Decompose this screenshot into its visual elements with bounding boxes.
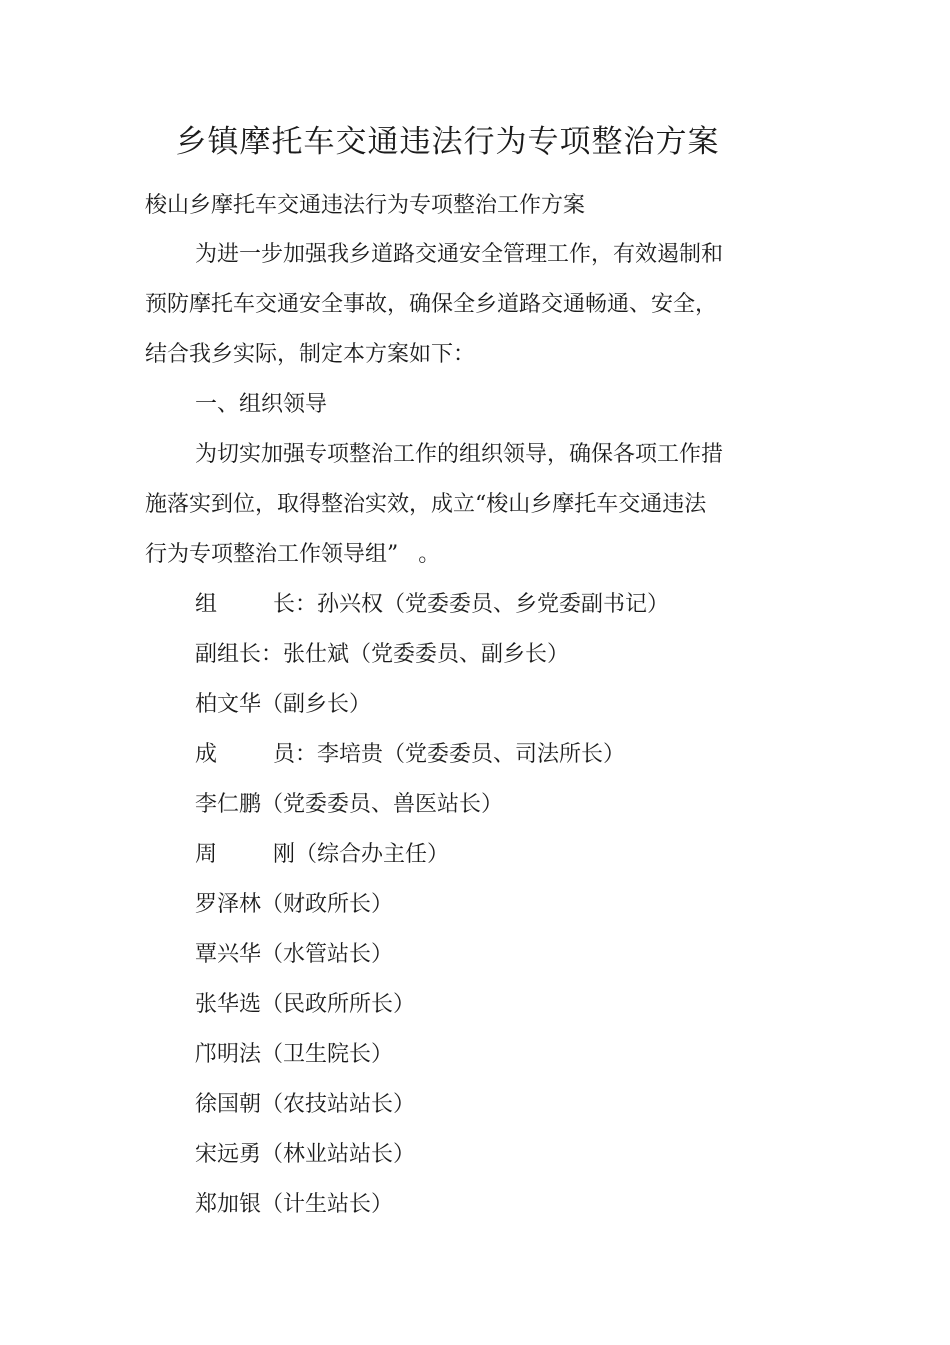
leader-label-a: 组 bbox=[195, 592, 218, 617]
member-line: 罗泽林（财政所长） bbox=[195, 892, 394, 917]
intro-line: 预防摩托车交通安全事故，确保全乡道路交通畅通、安全， bbox=[145, 292, 718, 317]
member-line: 邝明法（卫生院长） bbox=[195, 1042, 394, 1067]
members-head-line bbox=[195, 740, 625, 770]
section-text-line-main: 行为专项整治工作领导组” bbox=[145, 542, 399, 567]
section-text-line: 为切实加强专项整治工作的组织领导，确保各项工作措 bbox=[195, 442, 724, 467]
members-label-a: 成 bbox=[195, 742, 218, 767]
section-text-line: 施落实到位，取得整治实效，成立“梭山乡摩托车交通违法 bbox=[145, 492, 707, 517]
member-line: 覃兴华（水管站长） bbox=[195, 942, 394, 967]
document-title: 乡镇摩托车交通违法行为专项整治方案 bbox=[175, 124, 720, 160]
member-line: 徐国朝（农技站站长） bbox=[195, 1092, 416, 1117]
member-line: 郑加银（计生站长） bbox=[195, 1192, 394, 1217]
member-line: 张华选（民政所所长） bbox=[195, 992, 416, 1017]
member-name-a: 周 bbox=[195, 842, 218, 867]
leader-line bbox=[195, 590, 669, 620]
intro-line: 结合我乡实际，制定本方案如下： bbox=[145, 342, 476, 367]
member-line: 李仁鹏（党委委员、兽医站长） bbox=[195, 792, 504, 817]
deputy-leader-line: 柏文华（副乡长） bbox=[195, 692, 372, 717]
member-name-b: 刚（综合办主任） bbox=[273, 842, 450, 867]
section-heading: 一、组织领导 bbox=[195, 392, 328, 417]
member-line bbox=[195, 840, 449, 870]
leader-label-b: 长：孙兴权（党委委员、乡党委副书记） bbox=[273, 592, 670, 617]
section-text-line bbox=[145, 540, 440, 570]
intro-line: 为进一步加强我乡道路交通安全管理工作，有效遏制和 bbox=[195, 242, 724, 267]
section-text-tail: 。 bbox=[418, 542, 441, 567]
document-subtitle: 梭山乡摩托车交通违法行为专项整治工作方案 bbox=[145, 193, 586, 218]
member-line: 宋远勇（林业站站长） bbox=[195, 1142, 416, 1167]
members-label-b: 员：李培贵（党委委员、司法所长） bbox=[273, 742, 626, 767]
deputy-leader-line: 副组长：张仕斌（党委委员、副乡长） bbox=[195, 642, 570, 667]
